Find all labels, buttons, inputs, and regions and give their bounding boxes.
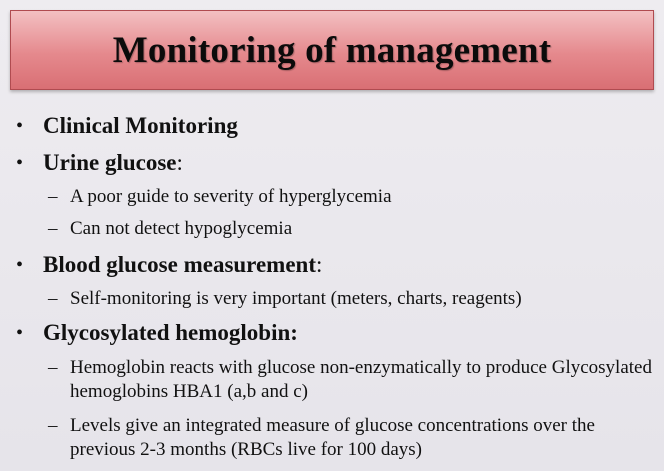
title-banner <box>10 10 654 90</box>
bullet-text: Clinical Monitoring <box>43 113 238 138</box>
sub-item-text: Hemoglobin reacts with glucose non-enzymatically to produce Glycosylated hemoglobins HBA1 (a,b and c) <box>70 357 652 402</box>
dash-icon: – <box>48 186 58 207</box>
sub-item-text: A poor guide to severity of hyperglycemia <box>70 186 392 207</box>
dash-icon: – <box>48 415 58 436</box>
bullet-icon: • <box>16 254 24 276</box>
sub-item-text: Can not detect hypoglycemia <box>70 218 293 239</box>
sub-item-text: Self-monitoring is very important (meters, charts, reagents) <box>70 288 522 309</box>
sub-item <box>48 356 658 404</box>
bullet-item-clinical-monitoring <box>16 112 238 140</box>
sub-item <box>48 414 658 462</box>
bullet-item-urine-glucose <box>16 149 183 177</box>
sub-item <box>48 217 658 241</box>
dash-icon: – <box>48 357 58 378</box>
bullet-icon: • <box>16 322 24 344</box>
bullet-text: Blood glucose measurement <box>43 252 317 277</box>
dash-icon: – <box>48 288 58 309</box>
slide-title: Monitoring of management <box>112 29 552 71</box>
bullet-icon: • <box>16 152 24 174</box>
sub-item <box>48 287 658 311</box>
sub-item <box>48 185 658 209</box>
bullet-text: Glycosylated hemoglobin: <box>43 320 298 345</box>
bullet-suffix: : <box>316 252 323 277</box>
bullet-icon: • <box>16 115 24 137</box>
bullet-suffix: : <box>176 150 183 175</box>
bullet-item-blood-glucose <box>16 251 322 279</box>
dash-icon: – <box>48 218 58 239</box>
bullet-text: Urine glucose <box>43 150 177 175</box>
bullet-item-glycosylated-hemoglobin <box>16 319 298 347</box>
sub-item-text: Levels give an integrated measure of glucose concentrations over the previous 2-3 months (RBCs live for 100 days) <box>70 415 595 460</box>
